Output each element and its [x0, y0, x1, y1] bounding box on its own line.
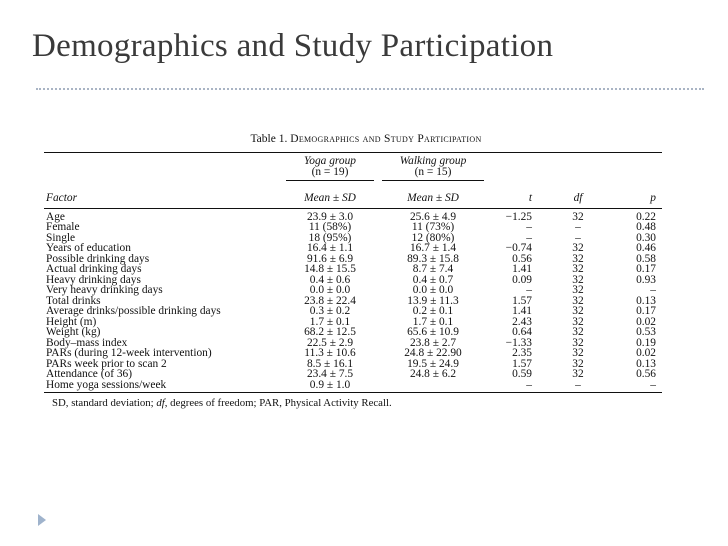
footnote-part-2: , degrees of freedom; PAR, Physical Activity Recall. — [164, 397, 392, 410]
table-caption — [70, 134, 662, 146]
col-header-t: t — [528, 191, 532, 204]
cell-t: 1.57 — [512, 357, 532, 370]
yoga-group-n: (n = 19) — [311, 165, 349, 178]
footnote-part-1: SD, standard deviation; — [52, 397, 157, 410]
column-header-row — [44, 190, 662, 208]
cell-p: 0.48 — [636, 221, 656, 234]
cell-walking: 24.8 ± 6.2 — [409, 368, 457, 381]
col-header-p: p — [650, 191, 656, 204]
cell-p: 0.53 — [636, 326, 656, 339]
cell-factor: PARs (during 12-week intervention) — [46, 347, 212, 360]
cell-factor: Female — [46, 221, 80, 234]
cell-p: 0.93 — [636, 273, 656, 286]
col-header-factor: Factor — [46, 191, 78, 204]
table-row — [44, 359, 662, 370]
cell-factor: Total drinks — [46, 294, 101, 307]
footnote-df: df — [156, 397, 165, 410]
cell-t: 0.56 — [512, 252, 532, 265]
cell-walking: 0.4 ± 0.7 — [412, 273, 454, 286]
cell-p: 0.19 — [636, 336, 656, 349]
bullet-arrow-icon — [38, 514, 46, 526]
cell-df: 32 — [572, 336, 584, 349]
cell-factor: Average drinks/possible drinking days — [46, 305, 221, 318]
cell-yoga: 11 (58%) — [308, 221, 352, 234]
cell-p: – — [650, 378, 656, 391]
cell-walking: 25.6 ± 4.9 — [409, 210, 457, 223]
cell-factor: Body–mass index — [46, 336, 128, 349]
cell-t: 0.09 — [512, 273, 532, 286]
cell-walking: 0.0 ± 0.0 — [412, 284, 454, 297]
cell-yoga: 91.6 ± 6.9 — [306, 252, 354, 265]
cell-p: 0.58 — [636, 252, 656, 265]
cell-p: 0.02 — [636, 315, 656, 328]
cell-p: 0.56 — [636, 368, 656, 381]
cell-df: 32 — [572, 210, 584, 223]
cell-p: 0.13 — [636, 294, 656, 307]
cell-yoga: 8.5 ± 16.1 — [306, 357, 354, 370]
walking-group-name: Walking group — [399, 154, 467, 167]
cell-yoga: 68.2 ± 12.5 — [304, 326, 356, 339]
cell-t: 1.41 — [512, 263, 532, 276]
cell-t: −1.25 — [505, 210, 532, 223]
cell-yoga: 14.8 ± 15.5 — [304, 263, 356, 276]
cell-yoga: 22.5 ± 2.9 — [306, 336, 354, 349]
cell-walking: 16.7 ± 1.4 — [409, 242, 457, 255]
cell-walking: 24.8 ± 22.90 — [404, 347, 462, 360]
table-row — [44, 212, 662, 223]
col-header-walking: Mean ± SD — [407, 191, 459, 204]
cell-walking: 65.6 ± 10.9 — [407, 326, 459, 339]
cell-df: 32 — [572, 242, 584, 255]
cell-walking: 11 (73%) — [411, 221, 455, 234]
cell-p: 0.22 — [636, 210, 656, 223]
table-caption-number: Table 1. — [250, 133, 288, 145]
cell-df: 32 — [572, 347, 584, 360]
cell-yoga: 23.8 ± 22.4 — [304, 294, 356, 307]
table-row — [44, 233, 662, 244]
table-footnote — [44, 393, 662, 409]
cell-yoga: 0.4 ± 0.6 — [309, 273, 351, 286]
cell-df: 32 — [572, 252, 584, 265]
cell-walking: 0.2 ± 0.1 — [412, 305, 454, 318]
cell-p: 0.17 — [636, 263, 656, 276]
cell-factor: Home yoga sessions/week — [46, 378, 167, 391]
cell-yoga: 16.4 ± 1.1 — [306, 242, 354, 255]
cell-yoga: 1.7 ± 0.1 — [309, 315, 351, 328]
table-row — [44, 306, 662, 317]
cell-factor: Very heavy drinking days — [46, 284, 163, 297]
cell-walking: 23.8 ± 2.7 — [409, 336, 457, 349]
cell-yoga: 23.4 ± 7.5 — [306, 368, 354, 381]
cell-df: – — [575, 378, 581, 391]
cell-df: 32 — [572, 368, 584, 381]
cell-factor: Age — [46, 210, 65, 223]
yoga-group-header — [282, 156, 378, 190]
col-header-yoga: Mean ± SD — [304, 191, 356, 204]
cell-factor: PARs week prior to scan 2 — [46, 357, 167, 370]
cell-df: 32 — [572, 273, 584, 286]
cell-t: 1.41 — [512, 305, 532, 318]
cell-t: – — [526, 378, 532, 391]
cell-t: 0.59 — [512, 368, 532, 381]
cell-t: – — [526, 231, 532, 244]
slide-title: Demographics and Study Participation — [32, 28, 554, 64]
cell-t: −0.74 — [505, 242, 532, 255]
cell-df: 32 — [572, 263, 584, 276]
cell-t: 1.57 — [512, 294, 532, 307]
cell-df: 32 — [572, 305, 584, 318]
cell-p: 0.30 — [636, 231, 656, 244]
cell-df: – — [575, 231, 581, 244]
cell-factor: Weight (kg) — [46, 326, 101, 339]
title-divider — [36, 88, 704, 90]
cell-yoga: 0.0 ± 0.0 — [309, 284, 351, 297]
group-header-row — [44, 153, 662, 190]
cell-yoga: 18 (95%) — [308, 231, 352, 244]
demographics-table — [44, 134, 662, 409]
cell-yoga: 0.9 ± 1.0 — [309, 378, 351, 391]
cell-factor: Single — [46, 231, 76, 244]
table-row — [44, 327, 662, 338]
cell-factor: Height (m) — [46, 315, 97, 328]
cell-p: 0.13 — [636, 357, 656, 370]
cell-walking: 12 (80%) — [411, 231, 455, 244]
cell-df: 32 — [572, 284, 584, 297]
cell-factor: Actual drinking days — [46, 263, 142, 276]
cell-p: 0.17 — [636, 305, 656, 318]
cell-walking: 89.3 ± 15.8 — [407, 252, 459, 265]
cell-yoga: 11.3 ± 10.6 — [304, 347, 356, 360]
cell-t: – — [526, 221, 532, 234]
table-caption-text: Demographics and Study Participation — [290, 133, 482, 145]
cell-df: 32 — [572, 357, 584, 370]
cell-t: – — [526, 284, 532, 297]
cell-yoga: 23.9 ± 3.0 — [306, 210, 354, 223]
cell-walking: 1.7 ± 0.1 — [412, 315, 454, 328]
cell-t: 0.64 — [512, 326, 532, 339]
cell-df: 32 — [572, 315, 584, 328]
cell-factor: Attendance (of 36) — [46, 368, 133, 381]
table-row — [44, 222, 662, 233]
cell-p: – — [650, 284, 656, 297]
cell-t: 2.43 — [512, 315, 532, 328]
cell-yoga: 0.3 ± 0.2 — [309, 305, 351, 318]
cell-df: 32 — [572, 294, 584, 307]
cell-factor: Possible drinking days — [46, 252, 150, 265]
cell-factor: Heavy drinking days — [46, 273, 141, 286]
cell-walking: 8.7 ± 7.4 — [412, 263, 454, 276]
table-row — [44, 380, 662, 391]
cell-factor: Years of education — [46, 242, 131, 255]
cell-p: 0.02 — [636, 347, 656, 360]
walking-group-header — [378, 156, 488, 190]
table-body — [44, 209, 662, 393]
cell-walking: 19.5 ± 24.9 — [407, 357, 459, 370]
cell-t: −1.33 — [505, 336, 532, 349]
cell-t: 2.35 — [512, 347, 532, 360]
cell-walking — [378, 380, 488, 391]
yoga-group-name: Yoga group — [303, 154, 356, 167]
cell-walking: 13.9 ± 11.3 — [407, 294, 459, 307]
col-header-df: df — [573, 191, 583, 204]
cell-p: 0.46 — [636, 242, 656, 255]
walking-group-n: (n = 15) — [414, 165, 452, 178]
cell-df: 32 — [572, 326, 584, 339]
cell-df: – — [575, 221, 581, 234]
